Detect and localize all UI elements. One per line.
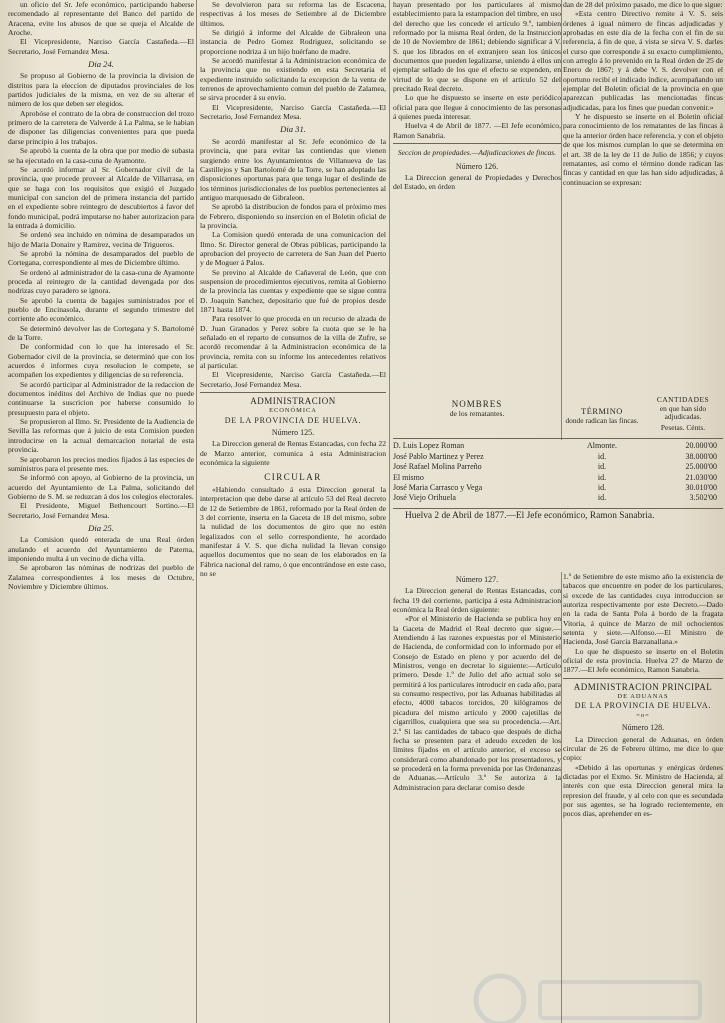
paragraph: Lo que he dispuesto se inserte en este periódico oficial para que llegue á conocimiento de las personas á quienes pueda interesar. (393, 93, 561, 122)
rematante-name: José Maria Carrasco y Vega (393, 483, 483, 492)
cantidad-cell: 3.502'00 (689, 493, 717, 503)
paragraph: Se ordenó al administrador de la casa-cuna de Ayamonte proceda al reintegro de la cantidad devengada por dos nodrizas cuyo paradero se ignora. (8, 267, 194, 296)
section-rule (563, 678, 723, 679)
column-rule (389, 0, 390, 1023)
paragraph: Se aprobó la cuenta de bagajes suministrados por el pueblo de Encinasola, durante el segundo trimestre del corriente año económico. (8, 295, 194, 324)
table-title: NOMBRES (451, 399, 503, 409)
section-heading: ADMINISTRACION (250, 396, 336, 407)
notice-number: Número 127. (455, 575, 499, 584)
table-footer: Huelva 2 de Abril de 1877.—El Jefe económico, Ramon Sanabria. (405, 510, 655, 521)
termino-cell: id. (597, 451, 607, 461)
rematante-name: José Pablo Martinez y Perez (393, 451, 484, 461)
section-rule (200, 392, 386, 393)
cantidad-cell: 25.000'00 (685, 462, 717, 472)
paragraph: «Debido á las oportunas y enérgicas órdenes dictadas por el Exmo. Sr. Ministro de Hacienda, al interés con que esta Direccion general mira la represion del fraude, y al celo con que es secundada por sus agentes, se ha logrado recientemente, en pocos días, aprehender en es- (563, 762, 723, 819)
paragraph: Se determinó devolver las de Cortegana y S. Bartolomé de la Torre. (8, 323, 194, 343)
day-heading: Dia 31. (280, 124, 306, 135)
circular-heading: CIRCULAR (264, 471, 322, 482)
adjudication-table (393, 393, 723, 571)
paragraph: Se dirigió á informe del Alcalde de Gibraleon una instancia de Pedro Gomez Rodriguez, solicitando se proporcione nodriza á un hijo huérfano de madre. (200, 28, 386, 56)
col-termino: TÉRMINO (581, 407, 623, 416)
termino-cell: id. (597, 493, 607, 503)
table-row (393, 452, 723, 462)
paragraph: La Direccion general de Aduanas, en órden circular de 26 de Febrero último, me dice lo que copio: (563, 734, 723, 763)
paragraph: Se aprobaron los precios medios fijados á las especies de suministros para el presente mes. (8, 454, 194, 473)
table-subtitle: de los rematantes. (449, 409, 505, 418)
paragraph: De conformidad con lo que ha interesado el Sr. Gobernador civil de la provincia, se determinó que con los acuerdos é informes cuya resolucion le compete, se acompañen los expedientes y diligencias de su referencia. (8, 342, 194, 380)
paragraph: Se aprobó la cuenta de la obra que por medio de subasta se ha ejecutado en la casa-cuna de Ayamonte. (8, 146, 194, 165)
paragraph: El Presidente, Miguel Bethencourt Sortino.—El Secretario, José Fernandez Mesa. (8, 501, 194, 520)
paragraph: Se ordenó sea incluido en nómina de desamparados un hijo de Maria Donaire y Ramirez, vecina de Trigueros. (8, 230, 194, 249)
paragraph: Se acordó participar al Administrador de la redaccion de documentos inéditos del Archivo de Indias que no puede continuarse la suscricion por haberse consumido lo presupuesto para el objeto. (8, 379, 194, 417)
rematante-name: José Viejo Orihuela (393, 493, 456, 503)
table-row (393, 441, 723, 451)
termino-cell: id. (597, 472, 607, 482)
paragraph: La Direccion general de Rentas Estancadas, con fecha 19 del corriente, participa á esta Administracion económica la Real órden siguiente: (393, 586, 561, 615)
paragraph: Se propuso al Gobierno de la provincia la division de distritos para la eleccion de diputados provinciales de los partidos judiciales de la misma, en vez de su alterar el número de los que deben ser elegidos. (8, 71, 194, 109)
paragraph: hayan presentado por los particulares al mismo establecimiento para la estampacion del timbre, en uso del derecho que les concede el artículo 9.º, tambien reformado por la misma Real órden, de la Instruccion de 10 de Noviembre de 1861; debiendo significar á V. S. que los librados en el extranjero sean los únicos documentos que pueden legalizarse, uniendo á ellos un ejemplar sellado de los que el efecto se expenden, en virtud de lo que se dispone en el artículo 52 del precitado Real decreto. (393, 0, 561, 94)
termino-cell: Almonte. (587, 441, 617, 451)
day-heading: Dia 24. (88, 59, 114, 70)
col-cantidades-sub: en que han sido adjudicadas. (659, 403, 707, 422)
paragraph: El Vicepresidente, Narciso García Castañeda.—El Secretario, José Fernandez Mesa. (200, 102, 386, 122)
column-3-bottom (393, 572, 561, 1023)
paragraph: «Habiendo consultado á esta Direccion general la interpretacion que debe darse al artículo 53 del Real decreto de 12 de Setiembre de 1861, reformado por la Real órden de 3 del corriente, inserta en la Gaceta de 18 del mismo, sobre la nulidad de los documentos de giro que no estén legalizados con el sello correspondiente, he acordado manifestar á V. S. que dicha nulidad la llevan consigo aquellos documentos que no sean de los elaborados en la Fábrica nacional del ramo, ó que encontrándose en este caso, no se (200, 484, 386, 578)
rematante-name: José Rafael Molina Parreño (393, 462, 482, 472)
column-rule (561, 572, 562, 1023)
cantidad-cell: 21.030'00 (685, 472, 717, 482)
column-4-top (563, 0, 723, 392)
col-cantidades: CANTIDADES (656, 395, 710, 404)
paragraph: El Vicepresidente, Narciso García Castañeda.—El Secretario, José Fernandez Mesa. (8, 37, 194, 56)
day-heading: Dia 25. (88, 522, 114, 533)
paragraph: Se aprobó la distribucion de fondos para el próximo mes de Febrero, disponiendo su insercion en el Boletin oficial de la provincia. (200, 202, 386, 230)
paragraph: 1.º de Setiembre de este mismo año la existencia de tabacos que encuentre en poder de los particulares, si excede de las cantidades cuya introduccion se autoriza respectivamente por este Decreto.—Dado en la rada de Santa Pola á bordo de la fragata Vitoria, á quince de Marzo de mil ochocientos setenta y siete.—Alfonso.—El Ministro de Hacienda, José Garcia Barzanallana.» (563, 572, 723, 647)
paragraph: Se acordó manifestar al Sr. Jefe económico de la provincia, que para evitar las contiendas que vienen surgiendo entre los Ayuntamientos de Villanueva de las Castillejos y San Bartolomé de la Torre, se han adoptado las disposiciones oportunas para que tenga lugar el deslinde de los términos jurisdiccionales de los pueblos pertenecientes al antiguo marquesado de Gibraleon. (200, 136, 386, 202)
paragraph: El Vicepresidente, Narciso García Castañeda.—El Secretario, José Fernandez Mesa. (200, 370, 386, 389)
column-1 (8, 0, 194, 1023)
section-heading-province: DE LA PROVINCIA DE HUELVA. (224, 415, 362, 425)
cantidad-cell: 38.000'00 (685, 451, 717, 461)
section-heading: ADMINISTRACION PRINCIPAL (573, 681, 713, 692)
column-4-bottom (563, 572, 723, 1023)
paragraph: Para resolver lo que proceda en un recurso de alzada de D. Juan Granados y Perez sobre la cuota que se le ha señalado en el reparto de consumos de la villa de Zufre, se acordó recomendar á la Administracion económica de la provincia, remita con su informe los antecedentes relativos al particular. (200, 314, 386, 371)
paragraph: Y he dispuesto se inserte en el Boletin oficial para conocimiento de los rematantes de las fincas á que la anterior órden hace referencia, y con el objeto de que los mismos cumplan lo que se determina en el art. 38 de la ley de 11 de Julio de 1856; y cuyos rematantes, así como el término donde radican las fincas y cantidad en que las han sido adjudicadas, á continuacion se expresan: (563, 112, 723, 187)
paragraph: Se propusieron al Ilmo. Sr. Presidente de la Audiencia de Sevilla las reformas que á juicio de esta Comision pueden introducirse en la actual demarcacion notarial de esta provincia. (8, 417, 194, 455)
col-cantidades-unit: Pesetas. Cénts. (660, 422, 706, 432)
table-row (393, 483, 723, 493)
paragraph: Se informó con apoyo, al Gobierno de la provincia, un acuerdo del Ayuntamiento de La Palma, solicitando del Gobierno de S. M. se reduzcan á dos los colegios electorales. (8, 473, 194, 501)
column-rule (196, 0, 197, 1023)
col-termino-sub: donde radican las fincas. (565, 415, 639, 425)
paragraph: Se previno al Alcalde de Cañaveral de León, que con suspension de procedimientos ejecutivos, remita al Gobierno de la provincia las cuentas y expediente que se sigue contra D. Joaquin Sanchez, depositario que fué de propios desde 1871 hasta 1874. (200, 267, 386, 314)
section-subheading: DE ADUANAS (617, 693, 669, 701)
table-row (393, 462, 723, 472)
paragraph: Se devolvieron para su reforma las de Escacena, respectivas á los meses de Setiembre al de Diciembre últimos. (200, 0, 386, 28)
paragraph: La Comision quedó enterada de una comunicacion del Ilmo. Sr. Director general de Obras públicas, participando la aprobacion del proyecto de carretera de San Juan del Puerto y de Moguer á Palos. (200, 230, 386, 268)
paragraph: La Direccion general de Rentas Estancadas, con fecha 22 de Marzo anterior, comunica á esta Administracion económica la siguiente (200, 439, 386, 468)
paragraph: Se aprobaron las nóminas de nodrizas del pueblo de Zalamea correspondientes á los meses de Octubre, Noviembre y Diciembre últimos. (8, 563, 194, 591)
notice-number: Número 125. (271, 428, 315, 438)
column-2 (200, 0, 386, 1023)
paragraph: «Por el Ministerio de Hacienda se publica hoy en la Gaceta de Madrid el Real decreto que sigue.— Atendiendo á las razones expuestas por el Ministerio de Hacienda, de conformidad con lo informado por el Consejo de Estado en pleno y por acuerdo del de Ministros, vengo en decretar lo siguiente:—Artículo primero. Desde 1.º de Julio del año actual solo se permitirá á los particulares introducir en cada año, para su consumo respectivo, por las Aduanas habilitadas al efecto, 4000 tabacos torcidos, 20 kilógramos de picadura del mismo artículo y 2000 cajetillas de cigarrillos, cualquiera que sea su procedencia.—Art. 2.º Si las cantidades de tabaco que después de dicha fecha se presenten para el adeudo exceden de los límites fijados en el artículo anterior, el exceso se considerará como abandonado por los presentadores, y se procederá en la forma prevenida por las Ordenanzas de Aduanas.—Artículo 3.º Se autoriza á la Administracion para declarar comiso desde (393, 614, 561, 792)
paragraph: La Direccion general de Propiedades y Derechos del Estado, en órden (393, 172, 561, 192)
table-row (393, 493, 723, 503)
paragraph: Lo que he dispuesto se inserte en el Boletin oficial de esta provincia. Huelva 27 de Marzo de 1877.—El Jefe económico, Ramon Sanabria. (563, 646, 723, 675)
paragraph: un oficio del Sr. Jefe económico, participando haberse recomendado al representante del Banco del partido de Aracena, evite los abusos de que se queja el Alcalde de Aroche. (8, 0, 194, 38)
cantidad-cell: 20.000'00 (685, 441, 717, 451)
column-rule (561, 0, 562, 440)
section-rule (393, 143, 561, 144)
notice-number: Número 126. (455, 161, 499, 171)
paragraph: «Esta centro Directivo remite á V. S. seis órdenes á igual número de fincas adjudicadas y aprobadas en este día de la fecha con el fin de su referencia, á fin de que, á vista se sirva V. S. darles el curso que corresponde á su exacto cumplimiento, con arreglo á lo prevenido en la Real órden de 25 de Enero de 1867; y á debe V. S. devolver con el oportuno recibí el indicado índice, acompañando un ejemplar del Boletin oficial de la provincia en que aparezcan publicadas las mencionadas fincas adjudicadas, para los fines que puedan convenir.» (563, 9, 723, 112)
cantidad-cell: 30.010'00 (685, 483, 717, 492)
termino-cell: id. (597, 462, 607, 472)
section-subheading: ECONÓMICA (269, 407, 317, 415)
section-subheading: =o= (636, 711, 650, 719)
paragraph: Se acordó informar al Sr. Gobernador civil de la provincia, que procede proveer al Alcalde de Villarrasa, en que se haga con los requisitos que exigió el Juzgado municipal con sancion del de primera instancia del partido en el expediente sobre reintegro de descubiertos á favor del fondo municipal, podrá imputarse no haber autorizacion para la entrada á domicilio. (8, 164, 194, 230)
termino-cell: id. (597, 483, 607, 492)
paragraph: Aprobóse el contrato de la obra de construccion del trozo primero de la carretera de Valverde á La Palma, se le habian de disponer las diligencias convenientes para que pueda darse principio á los trabajos. (8, 108, 194, 146)
paragraph: Se acordó manifestar á la Administracion económica de la provincia que no existiendo en esta Secretaria el expediente instruido solicitando la excepcion de la venta de terrenos de aprovechamiento comun del pueblo de Zalamea, se sirva proceder á su envío. (200, 56, 386, 103)
notice-number: Número 128. (621, 723, 665, 733)
section-heading-province: DE LA PROVINCIA DE HUELVA. (574, 701, 712, 711)
paragraph: dan de 28 del próximo pasado, me dice lo que sigue: (563, 0, 723, 9)
paragraph: La Comision quedó enterada de una Real órden anulando el acuerdo del Ayuntamiento de Paterna, imponiendo multa á un vecino de dicha villa. (8, 535, 194, 563)
paragraph: Se aprobó la nómina de desamparados del pueblo de Cortegana, correspondiente al mes de Diciembre último. (8, 248, 194, 268)
rematante-name: D. Luis Lopez Roman (393, 441, 465, 451)
rematante-name: El mismo (393, 472, 424, 482)
section-title: Seccion de propiedades.—Adjudicaciones de fincas. (397, 148, 557, 158)
column-3-top (393, 0, 561, 394)
paragraph: Huelva 4 de Abril de 1877. —El Jefe económico, Ramon Sanabria. (393, 121, 561, 140)
table-row (393, 473, 723, 483)
